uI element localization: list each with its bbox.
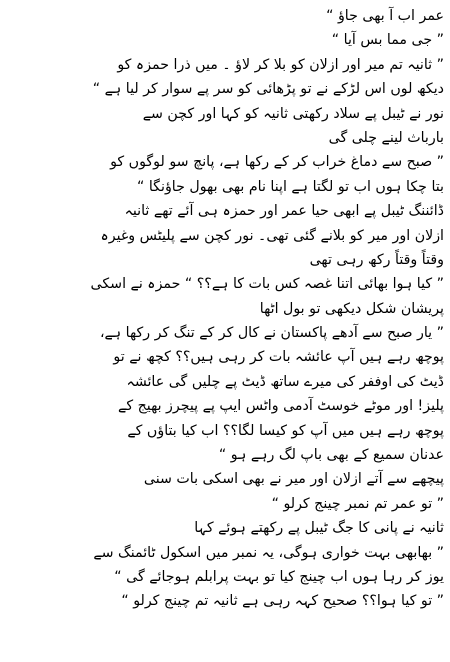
text-line-12: ” کیا ہوا بھائی اتنا غصہ کس بات کا ہے؟؟ “ حمزہ نے اسکی bbox=[90, 276, 444, 293]
text-line-21: ” تو عمر تم نمبر چینج کرلو “ bbox=[271, 495, 444, 512]
text-line-9: ڈائننگ ٹیبل پے ابھی حیا عمر اور حمزہ ہی آئے تھے ثانیہ bbox=[124, 203, 444, 220]
text-line-2: ” جی مما بس آیا “ bbox=[331, 32, 444, 49]
text-line-15: پوچھ رہے ہیں آپ عائشہ بات کر رہی ہیں؟؟ کچھ نے تو bbox=[113, 349, 444, 366]
text-line-6: بارباث لینے چلی گی bbox=[328, 129, 444, 146]
text-line-24: یوز کر رہا ہوں اب چینج کیا تو بہت پرابلم ہوجائے گی “ bbox=[114, 568, 444, 585]
text-line-16: ڈیٹ کی اوففر کی میرے ساتھ ڈیٹ پے چلیں گی عائشہ bbox=[126, 373, 444, 390]
text-line-10: ازلان اور میر کو بلانے گئی تھی۔ نور کچن سے پلیٹس وغیرہ bbox=[100, 227, 444, 244]
text-line-18: پوچھ رہے ہیں میں آپ کو کیسا لگا؟؟ اب کیا بتاؤں کے bbox=[127, 422, 444, 439]
text-line-23: ” بھابھی بہت خواری ہوگی، یہ نمبر میں اسکول ٹائمنگ سے bbox=[93, 544, 444, 561]
text-line-22: ثانیہ نے پانی کا جگ ٹیبل پے رکھتے ہوئے کہا bbox=[194, 520, 444, 537]
text-line-11: وقتاً وقتاً رکھ رہی تھی bbox=[309, 251, 444, 268]
text-line-14: ” یار صبح سے آدھے پاکستان نے کال کر کے تنگ کر رکھا ہے، bbox=[99, 325, 444, 342]
text-line-5: نور نے ٹیبل پے سلاد رکھتی ثانیہ کو کہا اور کچن سے bbox=[142, 105, 444, 122]
text-line-3: ” ثانیہ تم میر اور ازلان کو بلا کر لاؤ ۔ میں ذرا حمزہ کو bbox=[117, 56, 444, 73]
text-line-13: پریشان شکل دیکھی تو بول اٹھا bbox=[259, 300, 444, 317]
text-line-1: عمر اب آ بھی جاؤ “ bbox=[326, 8, 444, 24]
text-line-8: بتا چکا ہوں اب تو لگتا ہے اپنا نام بھی بھول جاؤنگا “ bbox=[136, 178, 444, 195]
text-line-4: دیکھ لوں اس لڑکے نے تو پڑھائی کو سر پے سوار کر لیا ہے “ bbox=[92, 81, 444, 98]
text-line-19: عدنان سمیع کے بھی باپ لگ رہے ہو “ bbox=[218, 447, 444, 464]
text-line-7: ” صبح سے دماغ خراب کر کے رکھا ہے، پانچ سو لوگوں کو bbox=[110, 154, 444, 171]
text-line-25: ” تو کیا ہوا؟؟ صحیح کہہ رہی ہے ثانیہ تم چینج کرلو “ bbox=[121, 593, 444, 610]
urdu-text-body bbox=[6, 4, 444, 614]
text-line-20: پیچھے سے آتے ازلان اور میر نے بھی اسکی بات سنی bbox=[143, 471, 444, 488]
text-line-17: پلیز! اور موٹے خوسٹ آدمی واٹس ایپ پے پیچرز بھیج کے bbox=[118, 398, 444, 415]
